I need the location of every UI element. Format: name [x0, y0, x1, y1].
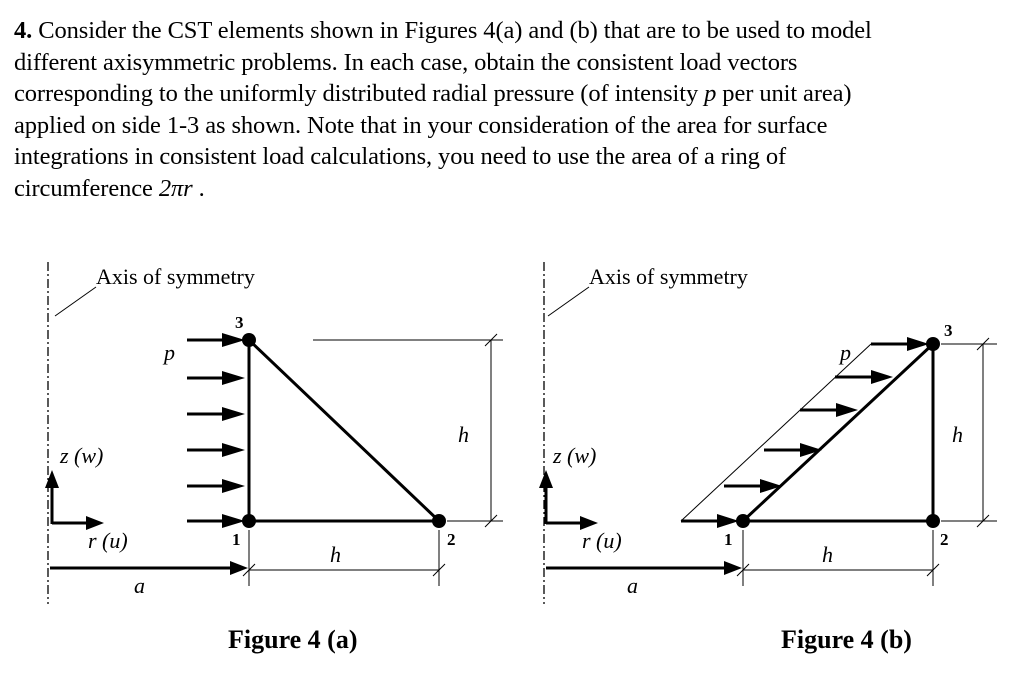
- circumference-formula: 2πr: [158, 174, 193, 202]
- cst-element-triangle: [743, 344, 933, 521]
- axis-leader-line: [548, 287, 589, 316]
- node-1-label: 1: [724, 530, 733, 549]
- pressure-arrows: [187, 333, 245, 528]
- a-arrowhead: [724, 561, 742, 575]
- h-horizontal-label: h: [822, 542, 833, 567]
- figure-4a: [45, 262, 503, 654]
- a-arrowhead: [230, 561, 248, 575]
- h-vertical-label: h: [458, 422, 469, 447]
- z-arrowhead: [539, 470, 553, 488]
- problem-line-4: applied on side 1-3 as shown. Note that in your consideration of the area for surface: [14, 111, 828, 139]
- load-baseline: [681, 344, 871, 521]
- figure-4b: [539, 262, 997, 654]
- node-3-label: 3: [944, 321, 953, 340]
- figure-4b-caption: Figure 4 (b): [781, 625, 912, 654]
- cst-element-triangle: [249, 340, 439, 521]
- r-u-label: r (u): [88, 528, 128, 553]
- node-2-dot: [432, 514, 446, 528]
- p-label: p: [840, 340, 851, 365]
- z-arrowhead: [45, 470, 59, 488]
- a-label: a: [134, 573, 145, 598]
- problem-number: 4.: [14, 17, 33, 44]
- h-vertical-label: h: [952, 422, 963, 447]
- node-3-label: 3: [235, 313, 244, 332]
- problem-line-1: 4. Consider the CST elements shown in Figures 4(a) and (b) that are to be used to model: [14, 17, 872, 44]
- node-2-dot: [926, 514, 940, 528]
- pressure-symbol: p: [704, 80, 717, 107]
- z-w-label: z (w): [553, 443, 597, 468]
- node-2-label: 2: [447, 530, 456, 549]
- a-label: a: [627, 573, 638, 598]
- node-2-label: 2: [940, 530, 949, 549]
- problem-line-6: circumference 2πr .: [14, 174, 205, 202]
- axis-of-symmetry-label: Axis of symmetry: [589, 264, 748, 289]
- h-horizontal-label: h: [330, 542, 341, 567]
- problem-line-5: integrations in consistent load calculations, you need to use the area of a ring of: [14, 143, 787, 170]
- pressure-arrows: [681, 337, 929, 528]
- p-label: p: [164, 340, 175, 365]
- axis-leader-line: [55, 287, 96, 316]
- figure-4a-caption: Figure 4 (a): [228, 625, 358, 654]
- axis-of-symmetry-label: Axis of symmetry: [96, 264, 255, 289]
- node-1-label: 1: [232, 530, 241, 549]
- r-u-label: r (u): [582, 528, 622, 553]
- z-w-label: z (w): [60, 443, 104, 468]
- problem-line-2: different axisymmetric problems. In each case, obtain the consistent load vectors: [14, 48, 798, 76]
- problem-line-3: corresponding to the uniformly distributed radial pressure (of intensity p per unit area): [14, 80, 852, 107]
